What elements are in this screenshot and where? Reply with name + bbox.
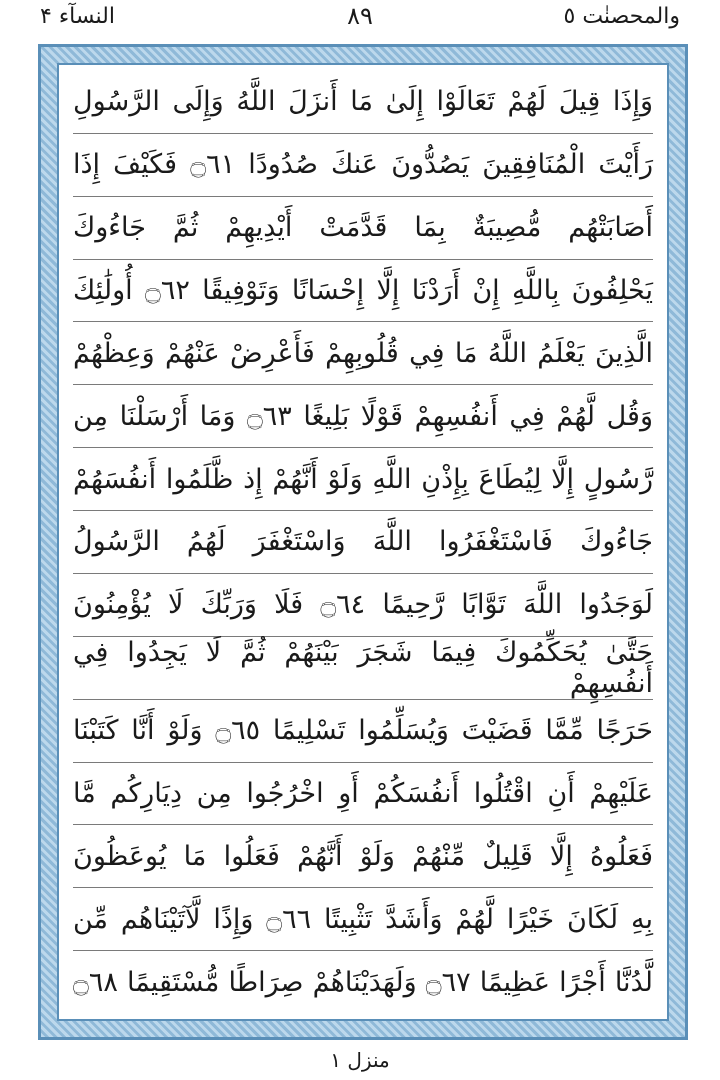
verse-text: لَّدُنَّا أَجْرًا عَظِيمًا ۝٦٧ وَلَهَدَيْنَاهُمْ صِرَاطًا مُّسْتَقِيمًا ۝٦٨ bbox=[73, 966, 653, 998]
text-line bbox=[73, 197, 653, 260]
text-line bbox=[73, 825, 653, 888]
verse-text: وَقُل لَّهُمْ فِي أَنفُسِهِمْ قَوْلًا بَلِيغًا ۝٦٣ وَمَا أَرْسَلْنَا مِن bbox=[73, 400, 653, 432]
verse-text: بِهِ لَكَانَ خَيْرًا لَّهُمْ وَأَشَدَّ تَثْبِيتًا ۝٦٦ وَإِذًا لَّآتَيْنَاهُم مِّن bbox=[73, 903, 653, 935]
text-line bbox=[73, 385, 653, 448]
text-line bbox=[73, 71, 653, 134]
text-line bbox=[73, 134, 653, 197]
text-line bbox=[73, 260, 653, 323]
verse-text: فَعَلُوهُ إِلَّا قَلِيلٌ مِّنْهُمْ وَلَوْ أَنَّهُمْ فَعَلُوا مَا يُوعَظُونَ bbox=[73, 840, 653, 872]
verse-text: رَأَيْتَ الْمُنَافِقِينَ يَصُدُّونَ عَنكَ صُدُودًا ۝٦١ فَكَيْفَ إِذَا bbox=[73, 149, 654, 181]
decorative-border bbox=[38, 44, 688, 1040]
text-area bbox=[57, 63, 669, 1021]
text-line bbox=[73, 637, 653, 700]
text-line bbox=[73, 448, 653, 511]
manzil-label: منزل ۱ bbox=[330, 1048, 390, 1072]
juz-name: والمحصنٰت ٥ bbox=[563, 4, 680, 29]
text-line bbox=[73, 763, 653, 826]
verse-text: عَلَيْهِمْ أَنِ اقْتُلُوا أَنفُسَكُمْ أَوِ اخْرُجُوا مِن دِيَارِكُم مَّا bbox=[73, 778, 653, 810]
page-number: ۸۹ bbox=[347, 2, 373, 30]
verse-text: وَإِذَا قِيلَ لَهُمْ تَعَالَوْا إِلَىٰ مَا أَنزَلَ اللَّهُ وَإِلَى الرَّسُولِ bbox=[73, 86, 653, 118]
verse-text: جَاءُوكَ فَاسْتَغْفَرُوا اللَّهَ وَاسْتَغْفَرَ لَهُمُ الرَّسُولُ bbox=[73, 526, 653, 558]
verse-text: الَّذِينَ يَعْلَمُ اللَّهُ مَا فِي قُلُوبِهِمْ فَأَعْرِضْ عَنْهُمْ وَعِظْهُمْ bbox=[73, 337, 653, 369]
verse-text: أَصَابَتْهُم مُّصِيبَةٌ بِمَا قَدَّمَتْ أَيْدِيهِمْ ثُمَّ جَاءُوكَ bbox=[73, 212, 653, 244]
text-line bbox=[73, 322, 653, 385]
text-line bbox=[73, 951, 653, 1013]
text-line bbox=[73, 574, 653, 637]
text-line bbox=[73, 511, 653, 574]
surah-name: النسآء ۴ bbox=[40, 4, 115, 29]
text-line bbox=[73, 888, 653, 951]
verse-text: يَحْلِفُونَ بِاللَّهِ إِنْ أَرَدْنَا إِلَّا إِحْسَانًا وَتَوْفِيقًا ۝٦٢ أُولَٰئِكَ bbox=[73, 275, 653, 306]
text-line bbox=[73, 700, 653, 763]
verse-text: رَّسُولٍ إِلَّا لِيُطَاعَ بِإِذْنِ اللَّهِ وَلَوْ أَنَّهُمْ إِذ ظَّلَمُوا أَنفُسَهُمْ bbox=[73, 463, 653, 495]
verse-text: حَتَّىٰ يُحَكِّمُوكَ فِيمَا شَجَرَ بَيْنَهُمْ ثُمَّ لَا يَجِدُوا فِي أَنفُسِهِمْ bbox=[73, 636, 653, 699]
verse-text: حَرَجًا مِّمَّا قَضَيْتَ وَيُسَلِّمُوا تَسْلِيمًا ۝٦٥ وَلَوْ أَنَّا كَتَبْنَا bbox=[73, 715, 653, 747]
verse-text: لَوَجَدُوا اللَّهَ تَوَّابًا رَّحِيمًا ۝٦٤ فَلَا وَرَبِّكَ لَا يُؤْمِنُونَ bbox=[73, 589, 653, 621]
